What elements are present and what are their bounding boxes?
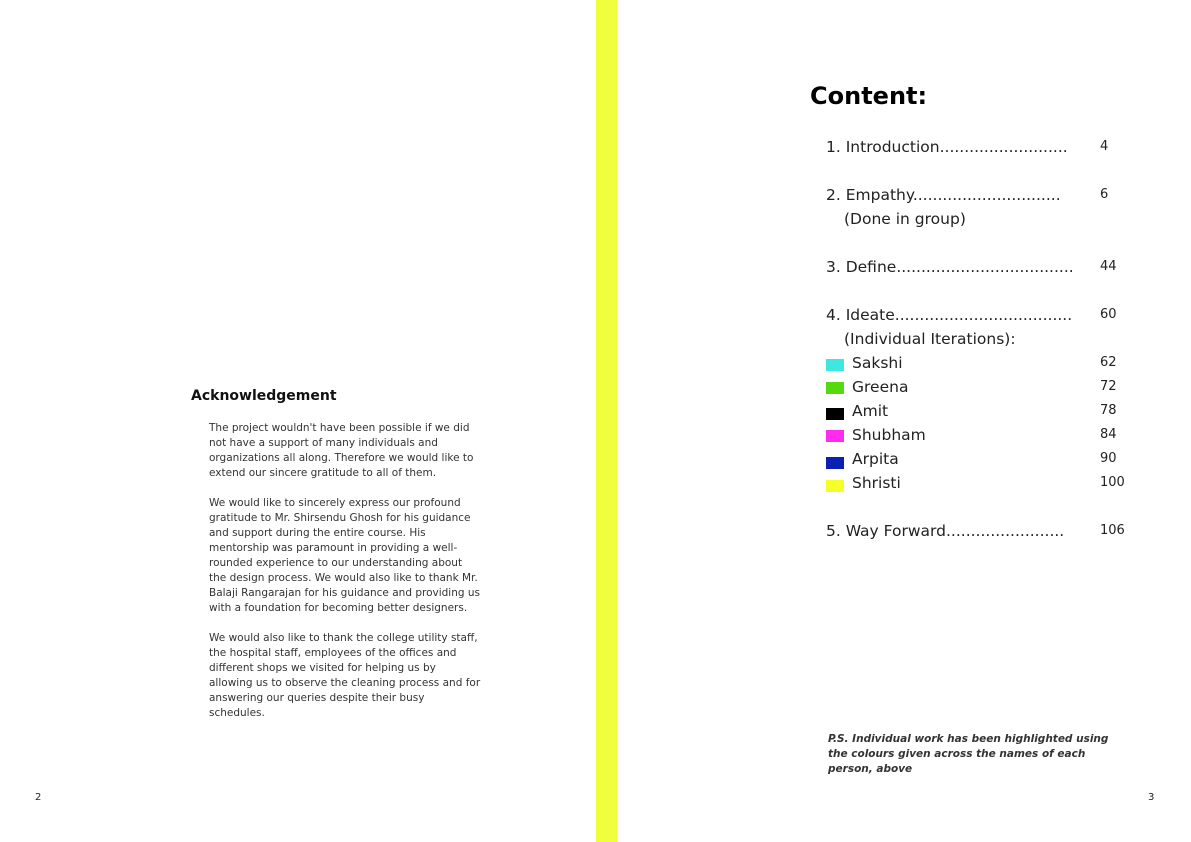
toc-entry-empathy[interactable] xyxy=(826,186,1061,204)
toc-page-introduction: 4 xyxy=(1100,139,1109,154)
toc-label: 4. Ideate xyxy=(826,306,895,324)
toc-page-define: 44 xyxy=(1100,259,1117,274)
toc-page-empathy: 6 xyxy=(1100,187,1109,202)
toc-sub-empathy: (Done in group) xyxy=(844,210,966,228)
toc-leader: ........................ xyxy=(945,522,1065,540)
toc-page-way-forward: 106 xyxy=(1100,523,1125,538)
center-divider-bar xyxy=(596,0,617,842)
toc-entry-define[interactable] xyxy=(826,258,1074,276)
member-name-shubham[interactable]: Shubham xyxy=(852,426,926,444)
ack-paragraph-2: We would like to sincerely express our profound gratitude to Mr. Shirsendu Ghosh for his guidance and support during the entire course. His mentorship was paramount in providing a well-rounded experience to our understanding about the design process. We would also like to thank Mr. Balaji Rangarajan for his guidance and providing us with a foundation for becoming better designers. xyxy=(209,497,480,614)
toc-leader: .................................... xyxy=(896,258,1074,276)
toc-page-shubham: 84 xyxy=(1100,427,1117,442)
toc-entry-introduction[interactable] xyxy=(826,138,1068,156)
toc-page-sakshi: 62 xyxy=(1100,355,1117,370)
toc-page-shristi: 100 xyxy=(1100,475,1125,490)
member-name-shristi[interactable]: Shristi xyxy=(852,474,901,492)
acknowledgement-body xyxy=(209,421,481,736)
toc-label: 3. Define xyxy=(826,258,897,276)
swatch-amit xyxy=(826,408,844,420)
member-name-greena[interactable]: Greena xyxy=(852,378,909,396)
swatch-arpita xyxy=(826,457,844,469)
swatch-shristi xyxy=(826,480,844,492)
toc-page-amit: 78 xyxy=(1100,403,1117,418)
left-page-number: 2 xyxy=(35,792,42,803)
toc-label: 2. Empathy xyxy=(826,186,913,204)
toc-leader: .......................... xyxy=(939,138,1068,156)
member-name-arpita[interactable]: Arpita xyxy=(852,450,899,468)
toc-entry-ideate[interactable] xyxy=(826,306,1072,324)
toc-leader: .................................... xyxy=(894,306,1073,324)
right-page-number: 3 xyxy=(1148,792,1155,803)
member-name-sakshi[interactable]: Sakshi xyxy=(852,354,903,372)
toc-leader: .............................. xyxy=(912,186,1061,204)
toc-sub-ideate: (Individual Iterations): xyxy=(844,330,1016,348)
ps-note: P.S. Individual work has been highlighted using the colours given across the names of each person, above xyxy=(828,733,1109,775)
toc-entry-way-forward[interactable] xyxy=(826,522,1064,540)
member-name-amit[interactable]: Amit xyxy=(852,402,889,420)
ack-paragraph-3: We would also like to thank the college utility staff, the hospital staff, employees of the offices and different shops we visited for helping us by allowing us to observe the cleaning process and for answering our queries despite their busy schedules. xyxy=(209,632,481,719)
toc-label: 1. Introduction xyxy=(826,138,940,156)
ack-paragraph-1: The project wouldn't have been possible if we did not have a support of many individuals and organizations all along. Therefore we would like to extend our sincere gratitude to all of them. xyxy=(209,422,474,479)
swatch-sakshi xyxy=(826,359,844,371)
swatch-shubham xyxy=(826,430,844,442)
contents-title: Content: xyxy=(810,82,928,110)
toc-page-greena: 72 xyxy=(1100,379,1117,394)
toc-page-ideate: 60 xyxy=(1100,307,1117,322)
acknowledgement-heading: Acknowledgement xyxy=(191,388,337,404)
swatch-greena xyxy=(826,382,844,394)
toc-label: 5. Way Forward xyxy=(826,522,946,540)
toc-page-arpita: 90 xyxy=(1100,451,1117,466)
